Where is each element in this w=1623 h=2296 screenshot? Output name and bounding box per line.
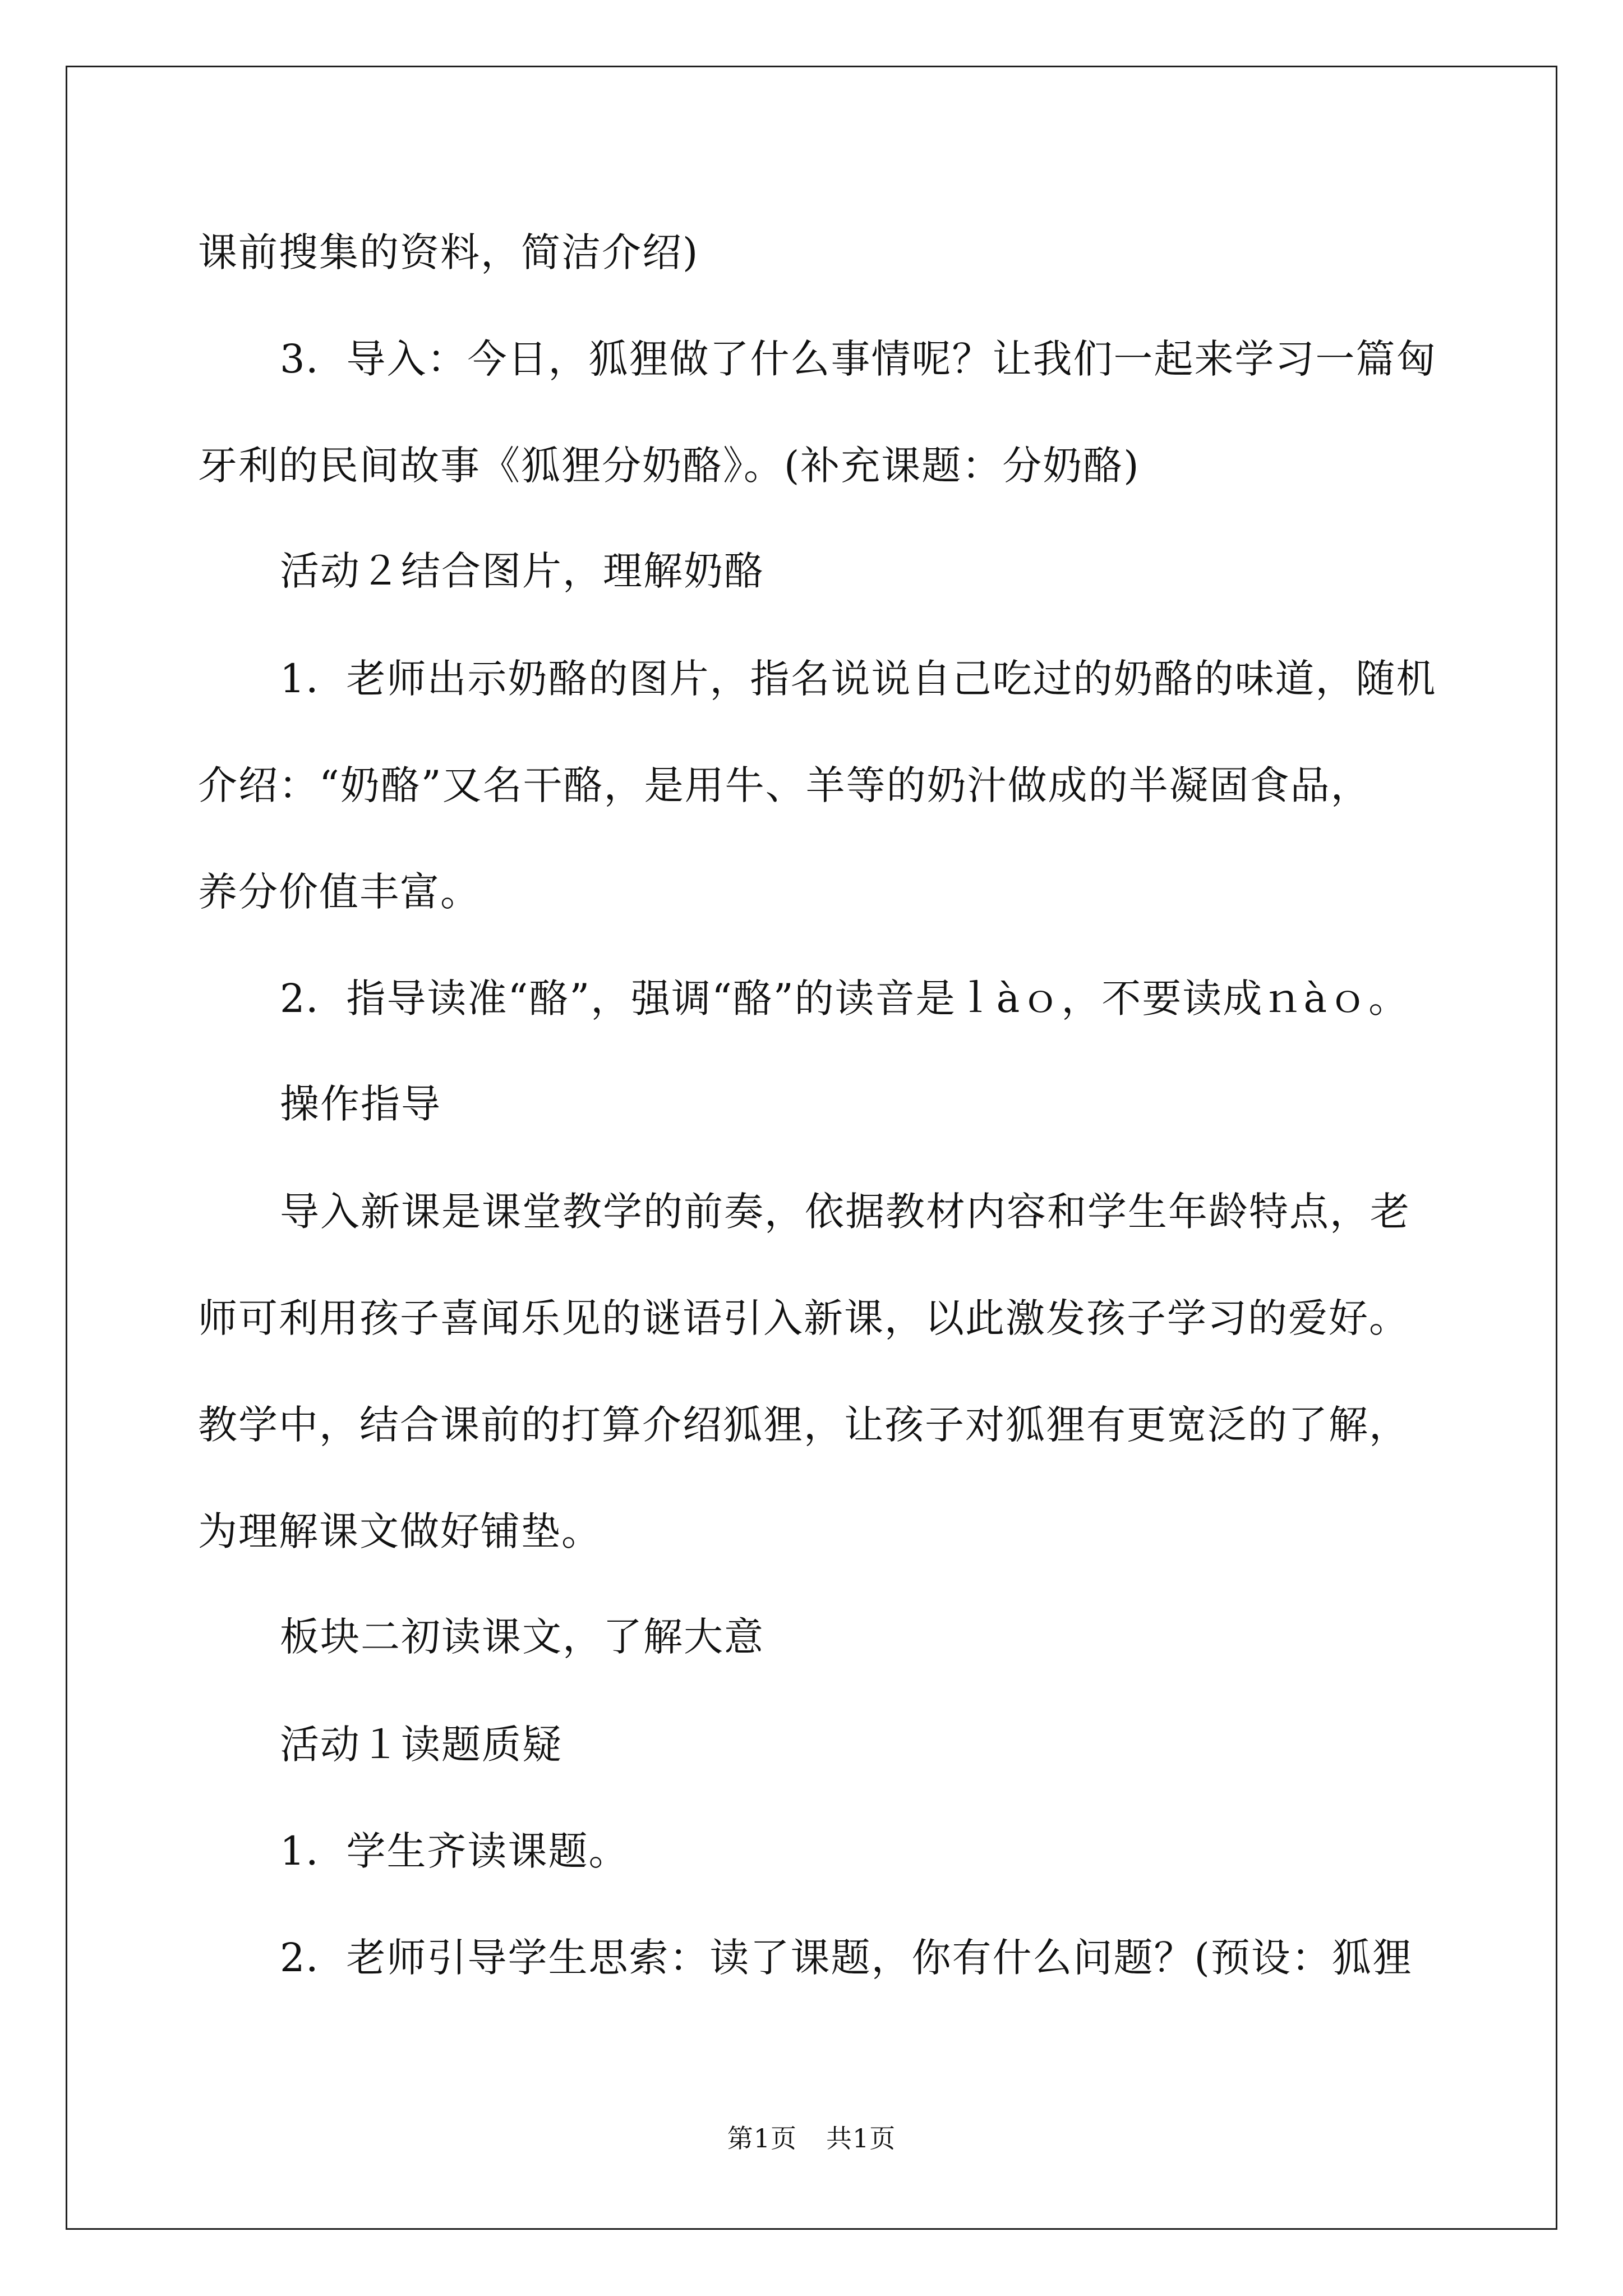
page-total: 共1页 [826, 2123, 896, 2154]
text-line: 牙利的民间故事《狐狸分奶酪》。(补充课题：分奶酪) [198, 443, 1140, 489]
section-heading: 活动１读题质疑 [280, 1722, 562, 1768]
page-border [66, 66, 1557, 2230]
text-line: 导入新课是课堂教学的前奏，依据教材内容和学生年龄特点，老 [280, 1189, 1410, 1235]
text-line: 2．老师引导学生思索：读了课题，你有什么问题？(预设：狐狸 [280, 1935, 1413, 1981]
text-line: 课前搜集的资料，简洁介绍) [198, 229, 699, 275]
page-footer [0, 2122, 1623, 2155]
text-line: 介绍：“奶酪”又名干酪，是用牛、羊等的奶汁做成的半凝固食品， [198, 762, 1371, 808]
section-heading: 板块二初读课文，了解大意 [280, 1614, 764, 1660]
page-number: 第1页 [727, 2123, 797, 2154]
text-line: 1．老师出示奶酪的图片，指名说说自己吃过的奶酪的味道，随机 [280, 656, 1437, 702]
text-line: 教学中，结合课前的打算介绍狐狸，让孩子对狐狸有更宽泛的了解， [198, 1402, 1409, 1448]
section-heading: 操作指导 [280, 1081, 441, 1127]
text-line: 2．指导读准“酪”，强调“酪”的读音是ｌàｏ，不要读成ｎàｏ。 [280, 976, 1409, 1022]
text-line: 养分价值丰富。 [198, 869, 481, 915]
text-line: 1．学生齐读课题。 [280, 1828, 629, 1874]
text-line: 师可利用孩子喜闻乐见的谜语引入新课，以此激发孩子学习的爱好。 [198, 1295, 1409, 1341]
text-line: 3．导入：今日，狐狸做了什么事情呢？让我们一起来学习一篇匈 [280, 336, 1437, 382]
section-heading: 活动２结合图片，理解奶酪 [280, 548, 764, 594]
text-line: 为理解课文做好铺垫。 [198, 1508, 602, 1554]
